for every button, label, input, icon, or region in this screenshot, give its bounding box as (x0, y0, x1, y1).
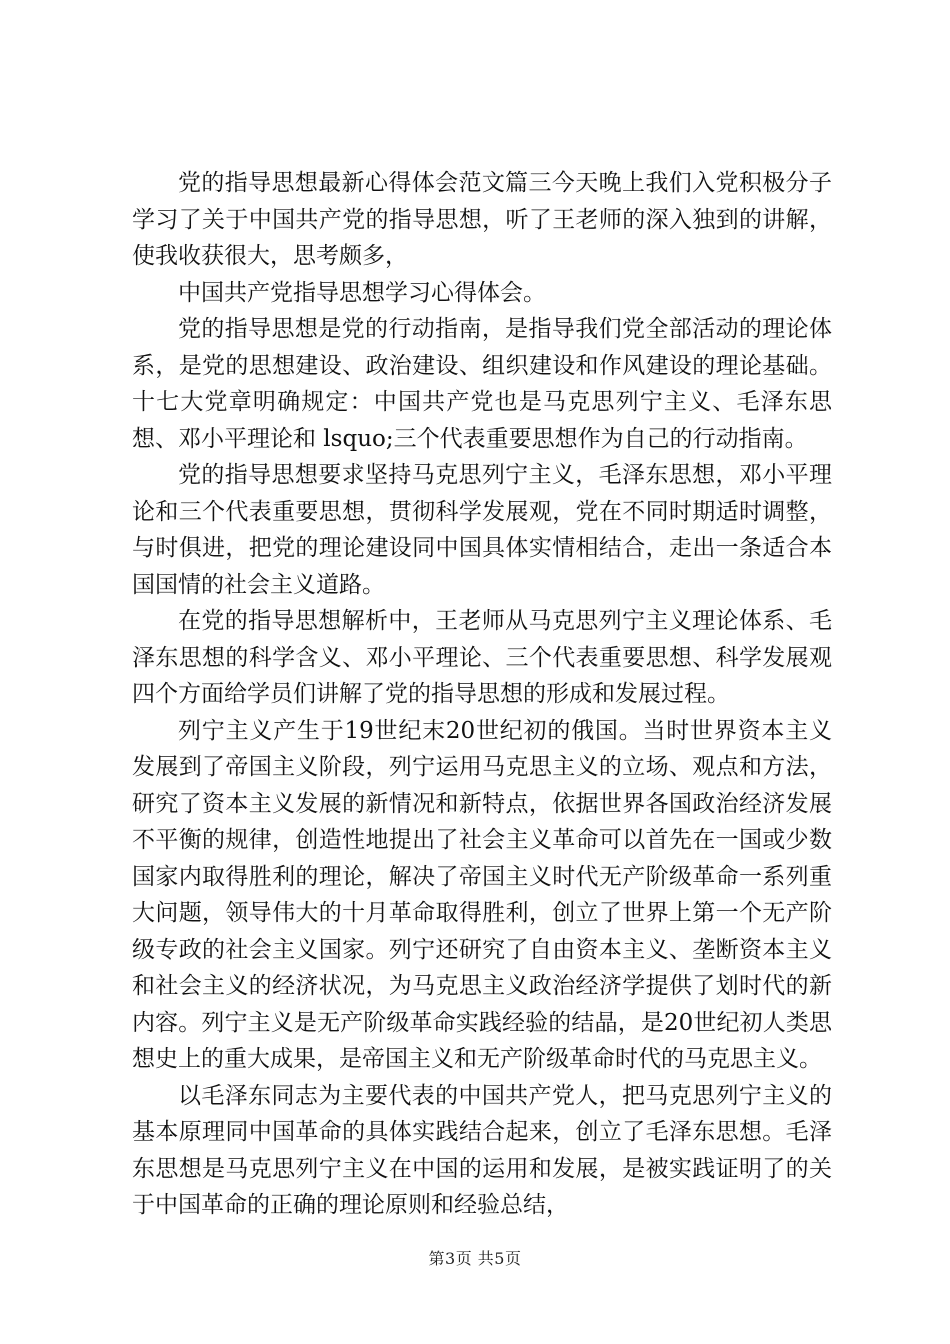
paragraph-3: 党的指导思想是党的行动指南，是指导我们党全部活动的理论体系，是党的思想建设、政治建设、组织建设和作风建设的理论基础。十七大党章明确规定：中国共产党也是马克思列宁主义、毛泽东思想、邓小平理论和 lsquo;三个代表重要思想作为自己的行动指南。 (132, 316, 832, 452)
paragraph-5: 在党的指导思想解析中，王老师从马克思列宁主义理论体系、毛泽东思想的科学含义、邓小平理论、三个代表重要思想、科学发展观四个方面给学员们讲解了党的指导思想的形成和发展过程。 (132, 608, 832, 707)
page-footer: 第3页 共5页 (428, 1249, 522, 1268)
document-body (132, 165, 832, 1224)
paragraph-7: 以毛泽东同志为主要代表的中国共产党人，把马克思列宁主义的基本原理同中国革命的具体实践结合起来，创立了毛泽东思想。毛泽东思想是马克思列宁主义在中国的运用和发展，是被实践证明了的关于中国革命的正确的理论原则和经验总结， (132, 1082, 832, 1218)
paragraph-1: 党的指导思想最新心得体会范文篇三今天晚上我们入党积极分子学习了关于中国共产党的指导思想，听了王老师的深入独到的讲解，使我收获很大，思考颇多， (132, 170, 832, 269)
paragraph-2: 中国共产党指导思想学习心得体会。 (178, 279, 546, 306)
paragraph-6: 列宁主义产生于19世纪末20世纪初的俄国。当时世界资本主义发展到了帝国主义阶段，列宁运用马克思主义的立场、观点和方法，研究了资本主义发展的新情况和新特点，依据世界各国政治经济发展不平衡的规律，创造性地提出了社会主义革命可以首先在一国或少数国家内取得胜利的理论，解决了帝国主义时代无产阶级革命一系列重大问题，领导伟大的十月革命取得胜利，创立了世界上第一个无产阶级专政的社会主义国家。列宁还研究了自由资本主义、垄断资本主义和社会主义的经济状况，为马克思主义政治经济学提供了划时代的新内容。列宁主义是无产阶级革命实践经验的结晶，是20世纪初人类思想史上的重大成果，是帝国主义和无产阶级革命时代的马克思主义。 (132, 717, 832, 1072)
paragraph-4: 党的指导思想要求坚持马克思列宁主义，毛泽东思想，邓小平理论和三个代表重要思想，贯彻科学发展观，党在不同时期适时调整，与时俱进，把党的理论建设同中国具体实情相结合，走出一条适合本国国情的社会主义道路。 (132, 462, 832, 598)
